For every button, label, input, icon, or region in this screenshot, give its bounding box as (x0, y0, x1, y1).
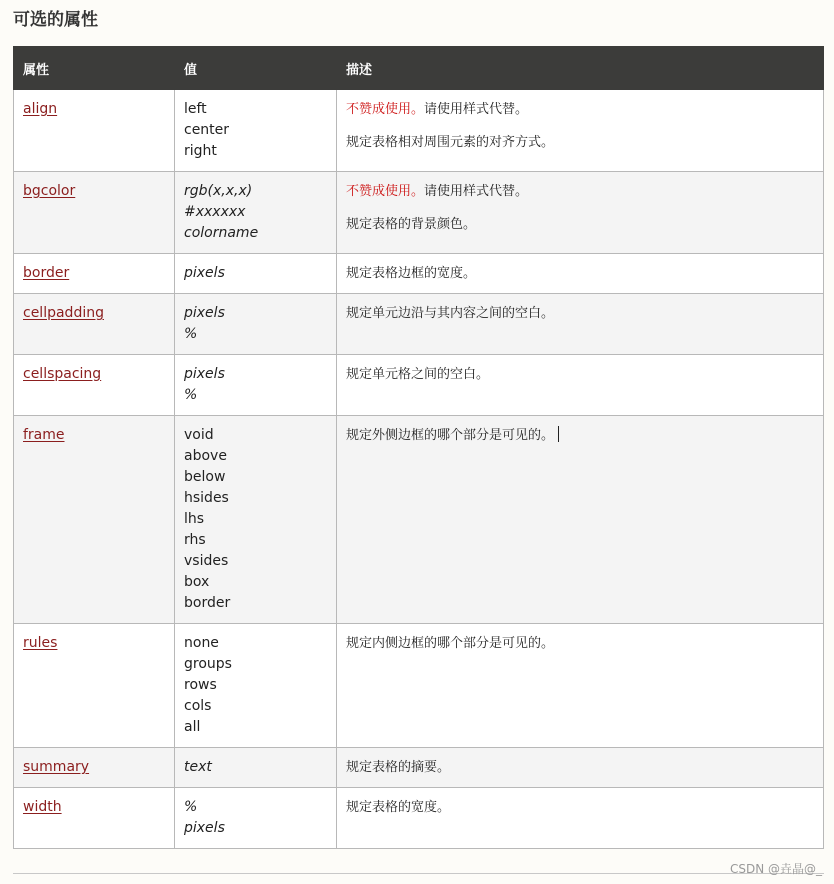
description-cell (337, 254, 824, 294)
value-cell (175, 294, 337, 355)
description-text: 规定单元格之间的空白。 (346, 367, 490, 382)
description-text: 规定外侧边框的哪个部分是可见的。 (346, 428, 555, 443)
value-item: cols (184, 698, 212, 714)
description-cell (337, 624, 824, 748)
table-row (14, 172, 824, 254)
attribute-link-rules[interactable]: rules (23, 635, 58, 651)
description-text: 规定表格相对周围元素的对齐方式。 (346, 135, 555, 150)
attribute-cell (14, 748, 175, 788)
footer-divider (13, 873, 824, 874)
value-item: % (184, 799, 198, 815)
table-row (14, 90, 824, 172)
description-cell (337, 416, 824, 624)
value-item: box (184, 574, 210, 590)
value-item: rows (184, 677, 217, 693)
value-item: groups (184, 656, 232, 672)
section-title: 可选的属性 (13, 10, 98, 30)
deprecation-notice (346, 99, 814, 120)
attribute-link-align[interactable]: align (23, 101, 58, 117)
table-row (14, 254, 824, 294)
value-item: all (184, 719, 201, 735)
description-cell (337, 355, 824, 416)
value-cell (175, 624, 337, 748)
attribute-link-width[interactable]: width (23, 799, 62, 815)
table-row (14, 748, 824, 788)
description-cell (337, 748, 824, 788)
value-item: pixels (184, 305, 225, 321)
table-row (14, 788, 824, 849)
table-row (14, 416, 824, 624)
attribute-cell (14, 254, 175, 294)
value-item: vsides (184, 553, 229, 569)
value-item: pixels (184, 265, 225, 281)
attribute-cell (14, 416, 175, 624)
attributes-table (13, 46, 824, 849)
value-item: right (184, 143, 217, 159)
value-item: border (184, 595, 231, 611)
value-item: hsides (184, 490, 229, 506)
deprecation-notice (346, 181, 814, 202)
value-item: #xxxxxx (184, 204, 246, 220)
text-cursor (558, 426, 559, 442)
csdn-watermark: CSDN @垚晶@_ (729, 862, 822, 876)
value-item: lhs (184, 511, 205, 527)
description-text: 规定表格边框的宽度。 (346, 266, 477, 281)
value-cell (175, 416, 337, 624)
value-item: pixels (184, 820, 225, 836)
attribute-link-cellspacing[interactable]: cellspacing (23, 366, 102, 382)
value-cell (175, 254, 337, 294)
value-item: text (184, 759, 212, 775)
value-item: % (184, 326, 198, 342)
attribute-link-cellpadding[interactable]: cellpadding (23, 305, 104, 321)
attribute-link-frame[interactable]: frame (23, 427, 65, 443)
attribute-cell (14, 172, 175, 254)
table-row (14, 294, 824, 355)
value-item: rhs (184, 532, 206, 548)
attribute-cell (14, 624, 175, 748)
description-cell (337, 172, 824, 254)
attribute-cell (14, 355, 175, 416)
attribute-link-border[interactable]: border (23, 265, 70, 281)
value-item: above (184, 448, 227, 464)
description-text: 规定表格的摘要。 (346, 760, 451, 775)
attribute-cell (14, 90, 175, 172)
header-attribute: 属性 (14, 47, 175, 90)
value-cell (175, 172, 337, 254)
attribute-link-summary[interactable]: summary (23, 759, 90, 775)
value-item: center (184, 122, 230, 138)
attribute-cell (14, 294, 175, 355)
value-cell (175, 90, 337, 172)
header-value: 值 (175, 47, 337, 90)
value-item: below (184, 469, 226, 485)
deprecated-note: 请使用样式代替。 (424, 102, 529, 117)
table-header-row (14, 47, 824, 90)
value-item: % (184, 387, 198, 403)
description-text: 规定表格的背景颜色。 (346, 217, 477, 232)
description-cell (337, 90, 824, 172)
attribute-link-bgcolor[interactable]: bgcolor (23, 183, 76, 199)
value-item: colorname (184, 225, 259, 241)
deprecated-label: 不赞成使用。 (346, 184, 425, 199)
header-description: 描述 (337, 47, 824, 90)
table-row (14, 355, 824, 416)
description-cell (337, 788, 824, 849)
value-cell (175, 748, 337, 788)
value-item: pixels (184, 366, 225, 382)
value-item: void (184, 427, 214, 443)
value-item: rgb(x,x,x) (184, 183, 253, 199)
value-item: none (184, 635, 219, 651)
description-text: 规定表格的宽度。 (346, 800, 451, 815)
value-cell (175, 355, 337, 416)
deprecated-note: 请使用样式代替。 (424, 184, 529, 199)
description-text: 规定内侧边框的哪个部分是可见的。 (346, 636, 555, 651)
description-cell (337, 294, 824, 355)
table-row (14, 624, 824, 748)
value-cell (175, 788, 337, 849)
attribute-cell (14, 788, 175, 849)
value-item: left (184, 101, 207, 117)
description-text: 规定单元边沿与其内容之间的空白。 (346, 306, 555, 321)
deprecated-label: 不赞成使用。 (346, 102, 425, 117)
